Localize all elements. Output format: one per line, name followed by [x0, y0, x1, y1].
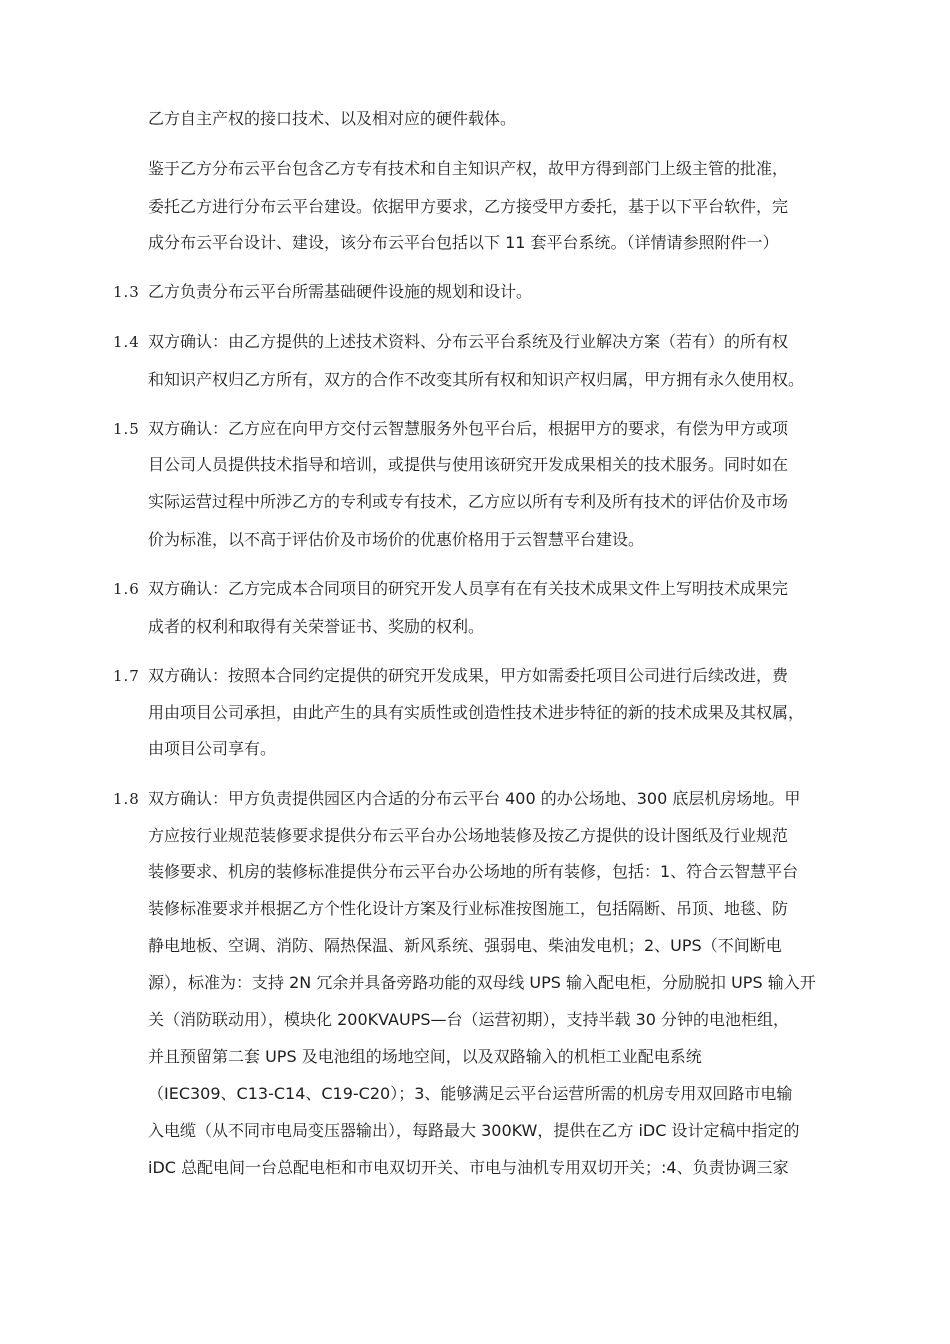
text-line: 装修标准要求并根据乙方个性化设计方案及行业标准按图施工，包括隔断、吊顶、地毯、防	[148, 899, 789, 918]
text-line: 由项目公司享有。	[148, 739, 277, 758]
text-line: 关（消防联动用），模块化 200KVAUPS—台（运营初期），支持半载 30 分钟的电池柜组，	[148, 1010, 790, 1029]
text-line: 鉴于乙方分布云平台包含乙方专有技术和自主知识产权，故甲方得到部门上级主管的批准，	[148, 159, 789, 178]
text-line: 成分布云平台设计、建设，该分布云平台包括以下 11 套平台系统。（详情请参照附件一）	[148, 233, 779, 252]
text-line: 双方确认：按照本合同约定提供的研究开发成果，甲方如需委托项目公司进行后续改进，费	[148, 666, 789, 685]
text-line: 乙方自主产权的接口技术、以及相对应的硬件载体。	[148, 109, 517, 128]
text-line: iDC 总配电间一台总配电柜和市电双切开关、市电与油机专用双切开关；:4、负责协调三家	[148, 1158, 789, 1177]
text-line: 实际运营过程中所涉乙方的专利或专有技术，乙方应以所有专利及所有技术的评估价及市场	[148, 492, 789, 511]
text-line: 方应按行业规范装修要求提供分布云平台办公场地装修及按乙方提供的设计图纸及行业规范	[148, 826, 789, 845]
clause-number: 1.8	[113, 790, 140, 808]
text-line: 装修要求、机房的装修标准提供分布云平台办公场地的所有装修，包括：1、符合云智慧平台	[148, 862, 799, 881]
clause-number: 1.7	[113, 667, 140, 685]
text-line: 双方确认：乙方应在向甲方交付云智慧服务外包平台后，根据甲方的要求，有偿为甲方或项	[148, 419, 789, 438]
text-line: 委托乙方进行分布云平台建设。依据甲方要求，乙方接受甲方委托，基于以下平台软件，完	[148, 197, 789, 216]
text-line: 价为标准，以不高于评估价及市场价的优惠价格用于云智慧平台建设。	[148, 530, 645, 549]
clause-number: 1.5	[113, 420, 140, 438]
text-line: 双方确认：由乙方提供的上述技术资料、分布云平台系统及行业解决方案（若有）的所有权	[148, 332, 789, 351]
clause-number: 1.3	[113, 283, 140, 301]
text-line: 成者的权利和取得有关荣誉证书、奖励的权利。	[148, 617, 485, 636]
text-line: 静电地板、空调、消防、隔热保温、新风系统、强弱电、柴油发电机；2、UPS（不间断电	[148, 936, 782, 955]
clause-number: 1.6	[113, 580, 140, 598]
text-line: 双方确认：甲方负责提供园区内合适的分布云平台 400 的办公场地、300 底层机房场地。甲	[148, 789, 801, 808]
text-line: 双方确认：乙方完成本合同项目的研究开发人员享有在有关技术成果文件上写明技术成果完	[148, 579, 789, 598]
text-line: 用由项目公司承担，由此产生的具有实质性或创造性技术进步特征的新的技术成果及其权属，	[148, 703, 805, 722]
text-line: 入电缆（从不同市电局变压器输出），每路最大 300KW，提供在乙方 iDC 设计定稿中指定的	[148, 1121, 800, 1140]
text-line: 并且预留第二套 UPS 及电池组的场地空间，以及双路输入的机柜工业配电系统	[148, 1047, 702, 1066]
text-line: 源），标准为：支持 2N 冗余并具备旁路功能的双母线 UPS 输入配电柜，分励脱扣 UPS 输入开	[148, 973, 816, 992]
text-line: （IEC309、C13-C14、C19-C20）；3、能够满足云平台运营所需的机房专用双回路市电输	[148, 1084, 793, 1103]
text-line: 目公司人员提供技术指导和培训，或提供与使用该研究开发成果相关的技术服务。同时如在	[148, 455, 789, 474]
clause-number: 1.4	[113, 333, 140, 351]
text-line: 乙方负责分布云平台所需基础硬件设施的规划和设计。	[148, 282, 533, 301]
text-line: 和知识产权归乙方所有，双方的合作不改变其所有权和知识产权归属，甲方拥有永久使用权。	[148, 370, 805, 389]
